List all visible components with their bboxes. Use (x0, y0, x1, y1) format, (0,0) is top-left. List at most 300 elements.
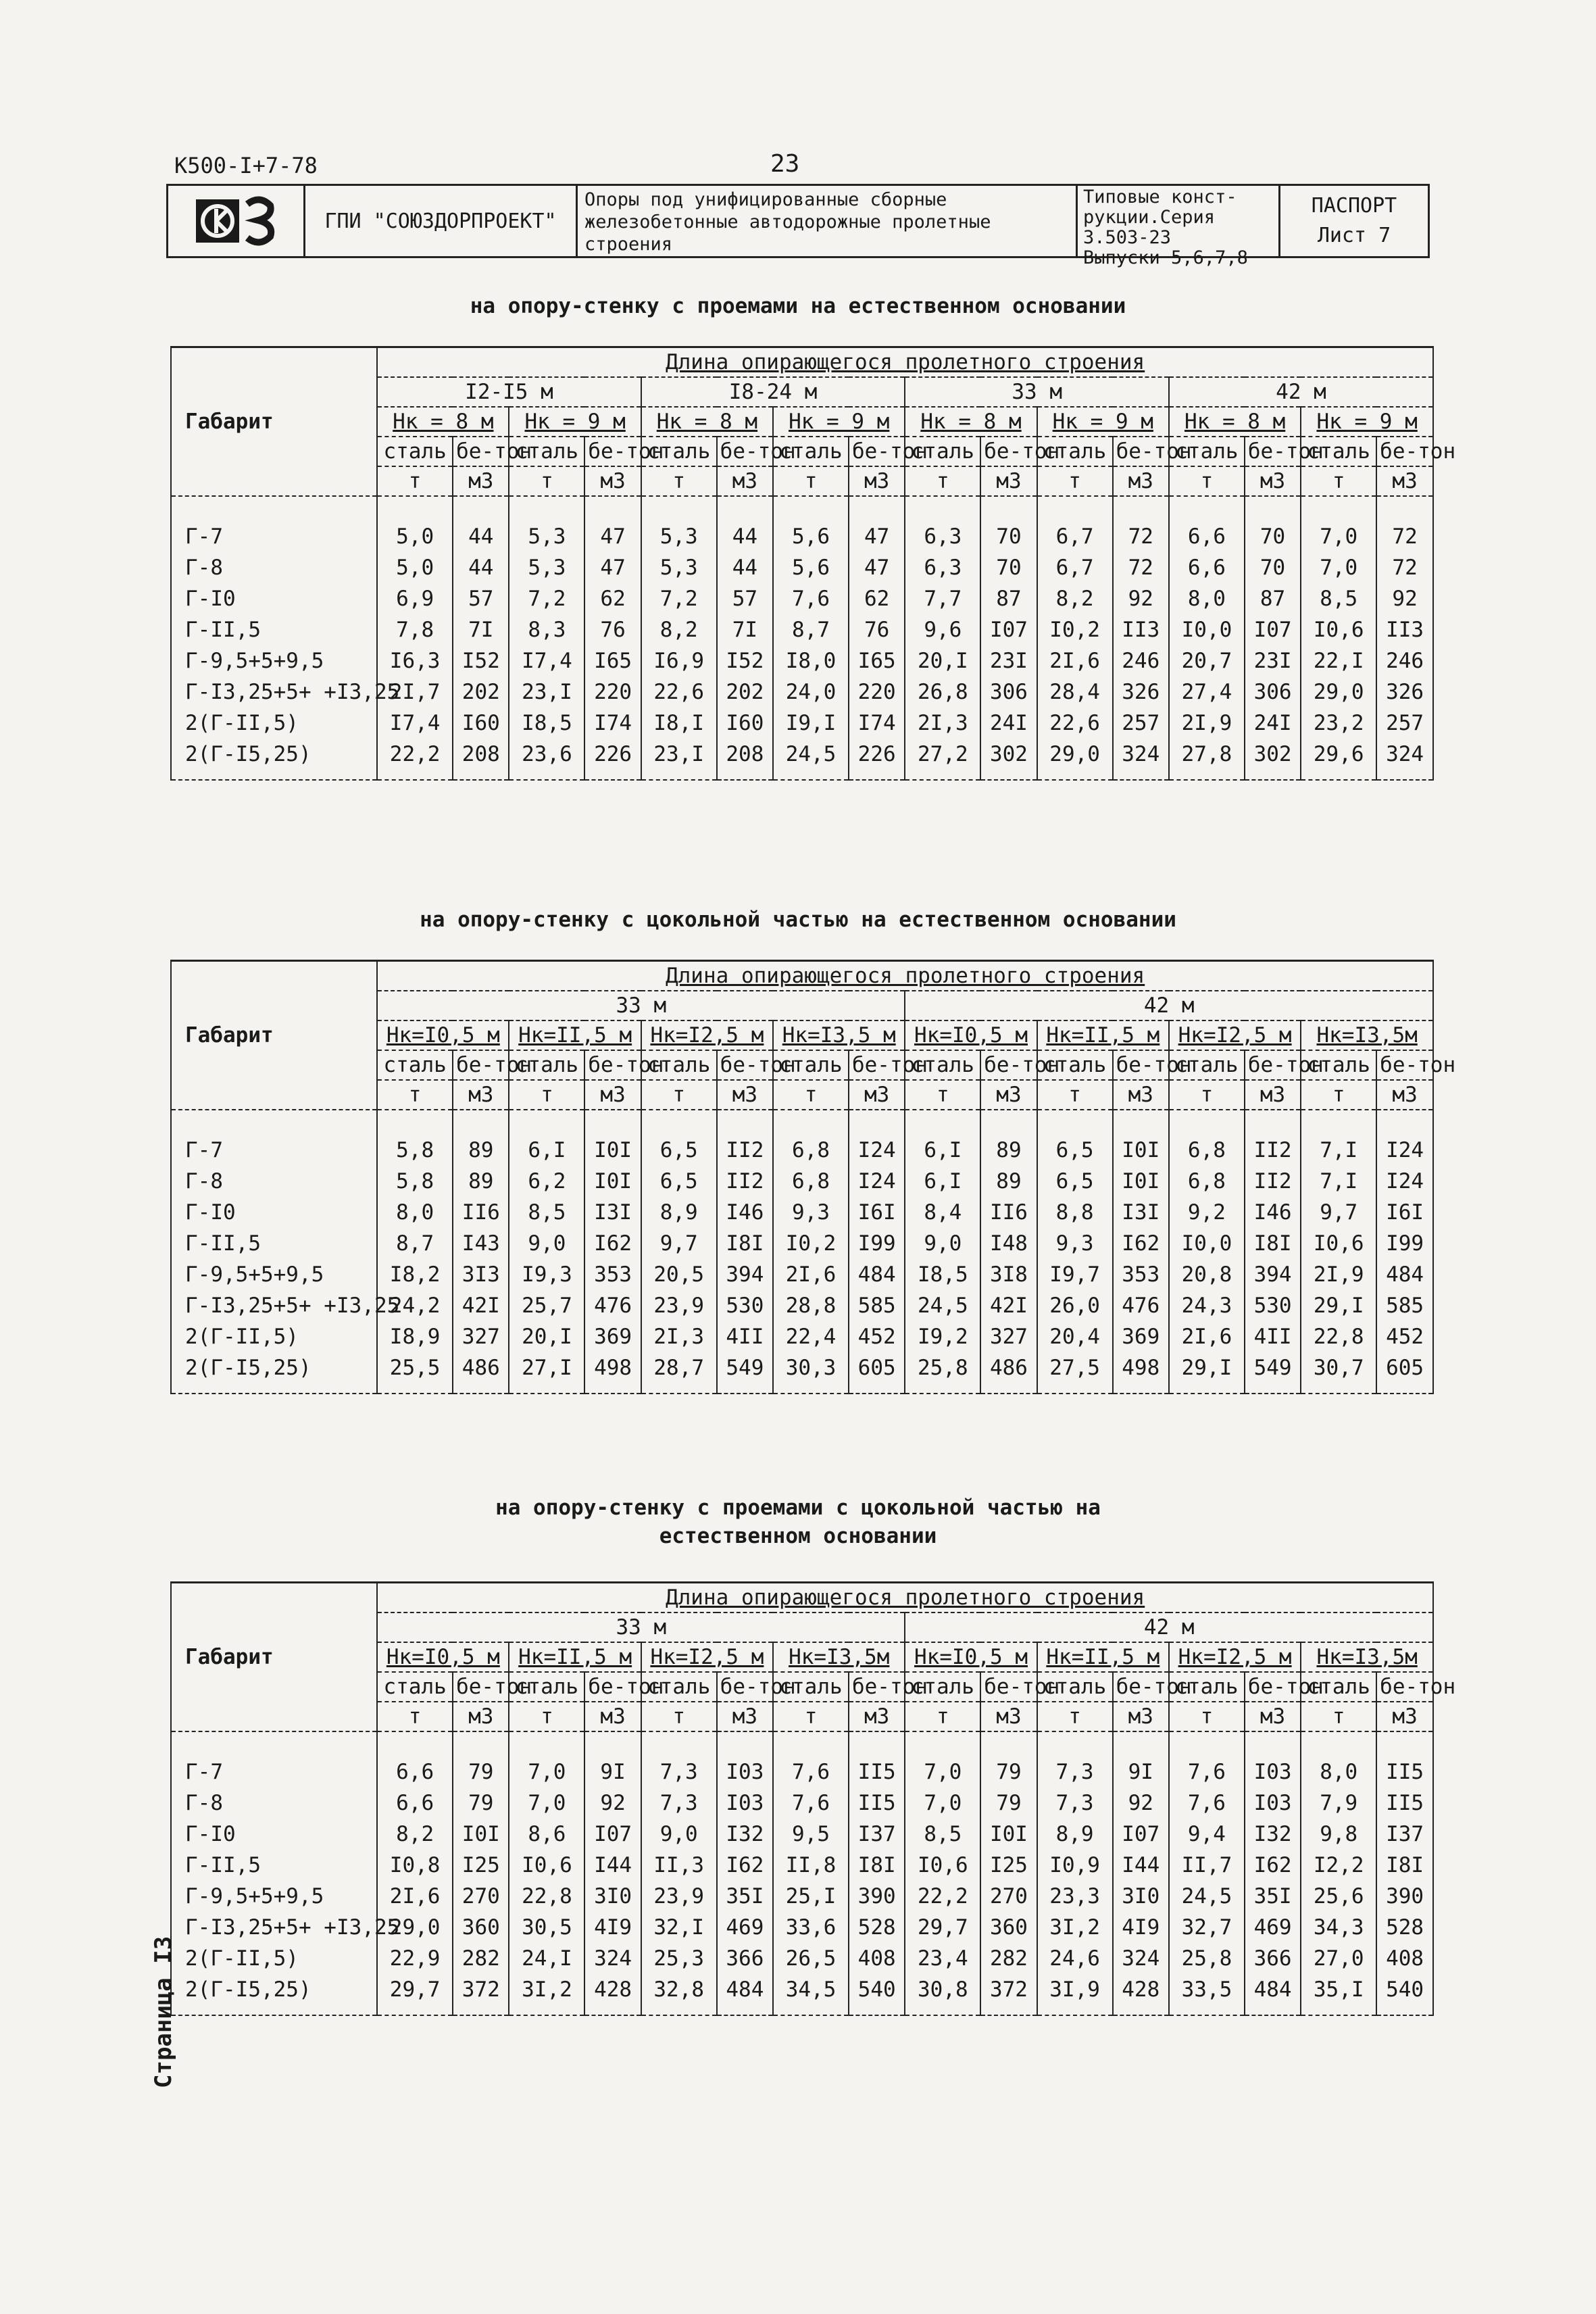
table1-title: на опору-стенку с проемами на естественном основании (470, 294, 1126, 318)
concrete-value: 23I (1245, 645, 1301, 676)
unit-m3-header: м3 (584, 1080, 641, 1110)
concrete-value: I24 (849, 1110, 905, 1166)
steel-header: сталь (773, 1672, 849, 1702)
concrete-value: I07 (1113, 1819, 1169, 1850)
concrete-value: I0I (584, 1110, 641, 1166)
concrete-value: 4I9 (1113, 1912, 1169, 1943)
steel-value: 6,9 (377, 583, 453, 614)
concrete-value: 326 (1113, 676, 1169, 708)
concrete-value: 42I (453, 1290, 509, 1321)
concrete-value: 327 (453, 1321, 509, 1352)
concrete-value: I60 (717, 708, 773, 739)
steel-header: сталь (1169, 1050, 1245, 1080)
concrete-value: 79 (453, 1731, 509, 1788)
concrete-value: I3I (1113, 1197, 1169, 1228)
concrete-value: I25 (980, 1850, 1037, 1881)
span-length-header: Длина опирающегося пролетного строения (377, 347, 1433, 378)
table3-title-line: на опору-стенку с проемами с цокольной частью на (495, 1496, 1101, 1520)
concrete-value: I62 (1113, 1228, 1169, 1259)
title-block (166, 184, 1430, 268)
concrete-header: бе-тон (1376, 1672, 1433, 1702)
steel-value: I9,I (773, 708, 849, 739)
steel-value: 6,8 (773, 1166, 849, 1197)
concrete-value: 87 (1245, 583, 1301, 614)
steel-value: 29,I (1169, 1352, 1245, 1394)
concrete-header: бе-тон (453, 1672, 509, 1702)
row-label: Г-II,5 (171, 1228, 377, 1259)
unit-m3-header: м3 (717, 1702, 773, 1731)
steel-value: 22,2 (905, 1881, 980, 1912)
concrete-value: II2 (717, 1166, 773, 1197)
concrete-value: 498 (584, 1352, 641, 1394)
unit-t-header: т (1169, 1080, 1245, 1110)
concrete-value: 3I0 (1113, 1881, 1169, 1912)
concrete-value: 605 (849, 1352, 905, 1394)
row-label: Г-8 (171, 1788, 377, 1819)
steel-header: сталь (641, 1050, 717, 1080)
unit-t-header: т (1301, 1080, 1376, 1110)
steel-value: 2I,6 (773, 1259, 849, 1290)
steel-value: 7,6 (773, 1788, 849, 1819)
gabarit-header: Габарит (171, 1583, 377, 1732)
steel-value: 8,6 (509, 1819, 584, 1850)
steel-value: 3I,2 (1037, 1912, 1113, 1943)
steel-header: сталь (377, 1672, 453, 1702)
steel-value: I0,2 (773, 1228, 849, 1259)
steel-value: I9,7 (1037, 1259, 1113, 1290)
steel-value: 6,5 (641, 1166, 717, 1197)
concrete-value: I6I (1376, 1197, 1433, 1228)
height-header: Нк=I0,5 м (905, 1642, 1037, 1672)
concrete-value: 428 (1113, 1974, 1169, 2015)
concrete-value: 282 (453, 1943, 509, 1974)
steel-value: 7,0 (1301, 552, 1376, 583)
concrete-value: 528 (849, 1912, 905, 1943)
steel-value: 25,7 (509, 1290, 584, 1321)
unit-t-header: т (641, 466, 717, 496)
steel-value: 23,6 (509, 739, 584, 780)
unit-t-header: т (1169, 1702, 1245, 1731)
concrete-value: 408 (1376, 1943, 1433, 1974)
concrete-value: I24 (1376, 1166, 1433, 1197)
unit-t-header: т (509, 1080, 584, 1110)
steel-value: 29,I (1301, 1290, 1376, 1321)
steel-value: 23,I (509, 676, 584, 708)
steel-value: 5,8 (377, 1110, 453, 1166)
steel-value: 3I,9 (1037, 1974, 1113, 2015)
steel-value: 5,3 (509, 496, 584, 552)
steel-value: 24,0 (773, 676, 849, 708)
concrete-value: II2 (1245, 1166, 1301, 1197)
steel-value: 34,3 (1301, 1912, 1376, 1943)
unit-t-header: т (509, 466, 584, 496)
steel-value: 8,3 (509, 614, 584, 645)
height-header: Нк=I2,5 м (641, 1642, 773, 1672)
steel-value: 28,8 (773, 1290, 849, 1321)
steel-value: I0,6 (509, 1850, 584, 1881)
concrete-value: I8I (717, 1228, 773, 1259)
steel-value: 34,5 (773, 1974, 849, 2015)
steel-value: 29,7 (377, 1974, 453, 2015)
unit-m3-header: м3 (1245, 466, 1301, 496)
steel-value: 32,7 (1169, 1912, 1245, 1943)
steel-header: сталь (905, 437, 980, 466)
concrete-value: II5 (849, 1788, 905, 1819)
concrete-value: I99 (1376, 1228, 1433, 1259)
unit-t-header: т (1037, 466, 1113, 496)
row-label: Г-II,5 (171, 1850, 377, 1881)
concrete-value: I32 (1245, 1819, 1301, 1850)
series-line: рукции.Серия (1083, 207, 1216, 228)
concrete-header: бе-тон (1113, 437, 1169, 466)
height-header: Нк=I3,5м (773, 1642, 905, 1672)
table-row (171, 708, 1433, 739)
concrete-value: 4II (1245, 1321, 1301, 1352)
unit-t-header: т (1037, 1702, 1113, 1731)
unit-m3-header: м3 (453, 1702, 509, 1731)
logo-numeral-3-icon (243, 197, 276, 245)
steel-value: 6,3 (905, 496, 980, 552)
steel-value: I8,I (641, 708, 717, 739)
concrete-value: 428 (584, 1974, 641, 2015)
unit-t-header: т (641, 1702, 717, 1731)
concrete-value: I0I (453, 1819, 509, 1850)
concrete-value: 282 (980, 1943, 1037, 1974)
steel-value: 6,8 (773, 1110, 849, 1166)
unit-m3-header: м3 (849, 1080, 905, 1110)
concrete-value: 549 (1245, 1352, 1301, 1394)
concrete-value: 92 (584, 1788, 641, 1819)
steel-value: 23,3 (1037, 1881, 1113, 1912)
concrete-value: 302 (980, 739, 1037, 780)
steel-header: сталь (1037, 1672, 1113, 1702)
concrete-value: 92 (1113, 583, 1169, 614)
unit-m3-header: м3 (584, 466, 641, 496)
steel-header: сталь (773, 1050, 849, 1080)
unit-m3-header: м3 (453, 466, 509, 496)
table-row (171, 583, 1433, 614)
steel-value: 6,7 (1037, 496, 1113, 552)
concrete-value: 89 (980, 1110, 1037, 1166)
concrete-value: 369 (1113, 1321, 1169, 1352)
table-row (171, 1352, 1433, 1394)
series-info (1078, 186, 1280, 268)
concrete-header: бе-тон (1113, 1672, 1169, 1702)
height-header: Нк=I2,5 м (1169, 1642, 1301, 1672)
concrete-header: бе-тон (584, 1050, 641, 1080)
table-row (171, 552, 1433, 583)
concrete-value: 79 (453, 1788, 509, 1819)
concrete-value: 87 (980, 583, 1037, 614)
table-row (171, 1321, 1433, 1352)
height-header: Нк = 9 м (773, 407, 905, 437)
height-header: Нк = 8 м (905, 407, 1037, 437)
height-header: Нк=II,5 м (509, 1020, 641, 1050)
steel-header: сталь (641, 1672, 717, 1702)
row-label: Г-I3,25+5+ +I3,25 (171, 676, 377, 708)
steel-value: 7,2 (641, 583, 717, 614)
steel-value: I0,6 (1301, 1228, 1376, 1259)
steel-value: 9,8 (1301, 1819, 1376, 1850)
concrete-value: 353 (1113, 1259, 1169, 1290)
height-header: Нк=I2,5 м (641, 1020, 773, 1050)
steel-header: сталь (905, 1672, 980, 1702)
concrete-value: 394 (717, 1259, 773, 1290)
concrete-value: 302 (1245, 739, 1301, 780)
steel-value: I0,9 (1037, 1850, 1113, 1881)
steel-value: 7,3 (641, 1788, 717, 1819)
concrete-value: 92 (1376, 583, 1433, 614)
concrete-value: 4II (717, 1321, 773, 1352)
row-label: Г-9,5+5+9,5 (171, 645, 377, 676)
row-label: Г-II,5 (171, 614, 377, 645)
steel-value: 6,6 (1169, 552, 1245, 583)
concrete-value: 469 (1245, 1912, 1301, 1943)
concrete-value: 72 (1376, 496, 1433, 552)
concrete-value: 585 (1376, 1290, 1433, 1321)
table2 (170, 960, 1456, 1394)
organization-name: ГПИ "СОЮЗДОРПРОЕКТ" (305, 186, 578, 256)
height-header: Нк = 8 м (641, 407, 773, 437)
unit-t-header: т (1169, 466, 1245, 496)
steel-value: 2I,6 (1169, 1321, 1245, 1352)
concrete-value: 70 (1245, 496, 1301, 552)
steel-value: 25,8 (1169, 1943, 1245, 1974)
span-length-header: Длина опирающегося пролетного строения (377, 961, 1433, 991)
concrete-value: 44 (453, 552, 509, 583)
table-row (171, 645, 1433, 676)
row-label: Г-8 (171, 1166, 377, 1197)
height-header: Нк = 8 м (377, 407, 509, 437)
table3 (170, 1581, 1456, 2016)
steel-value: 7,9 (1301, 1788, 1376, 1819)
concrete-value: I03 (1245, 1788, 1301, 1819)
steel-value: 5,6 (773, 552, 849, 583)
table-row (171, 1110, 1433, 1166)
steel-value: I7,4 (377, 708, 453, 739)
steel-value: I0,6 (905, 1850, 980, 1881)
unit-m3-header: м3 (1113, 1702, 1169, 1731)
concrete-header: бе-тон (717, 1672, 773, 1702)
concrete-value: 324 (1113, 739, 1169, 780)
steel-value: 6,I (905, 1110, 980, 1166)
concrete-value: 9I (1113, 1731, 1169, 1788)
concrete-value: 7I (453, 614, 509, 645)
concrete-value: 35I (1245, 1881, 1301, 1912)
concrete-value: 324 (1113, 1943, 1169, 1974)
table-row (171, 1850, 1433, 1881)
table-row (171, 1912, 1433, 1943)
unit-m3-header: м3 (980, 1080, 1037, 1110)
concrete-value: 57 (717, 583, 773, 614)
steel-value: 8,8 (1037, 1197, 1113, 1228)
concrete-value: 246 (1113, 645, 1169, 676)
concrete-value: 24I (980, 708, 1037, 739)
steel-value: I0,2 (1037, 614, 1113, 645)
unit-m3-header: м3 (1376, 1702, 1433, 1731)
concrete-value: II3 (1113, 614, 1169, 645)
concrete-value: 306 (1245, 676, 1301, 708)
steel-value: 6,8 (1169, 1166, 1245, 1197)
table-row (171, 1290, 1433, 1321)
steel-value: 27,8 (1169, 739, 1245, 780)
concrete-value: I07 (980, 614, 1037, 645)
row-label: 2(Г-II,5) (171, 708, 377, 739)
concrete-value: I43 (453, 1228, 509, 1259)
steel-value: 9,6 (905, 614, 980, 645)
concrete-value: 360 (453, 1912, 509, 1943)
concrete-value: 486 (453, 1352, 509, 1394)
row-label: Г-I0 (171, 583, 377, 614)
concrete-value: 390 (849, 1881, 905, 1912)
table-row (171, 1974, 1433, 2015)
concrete-value: I46 (1245, 1197, 1301, 1228)
unit-m3-header: м3 (584, 1702, 641, 1731)
steel-value: 9,3 (773, 1197, 849, 1228)
steel-value: II,8 (773, 1850, 849, 1881)
unit-m3-header: м3 (1245, 1080, 1301, 1110)
concrete-header: бе-тон (1245, 1672, 1301, 1702)
steel-value: 33,6 (773, 1912, 849, 1943)
steel-value: 25,8 (905, 1352, 980, 1394)
steel-value: 7,7 (905, 583, 980, 614)
concrete-value: 76 (584, 614, 641, 645)
steel-value: 22,8 (509, 1881, 584, 1912)
concrete-value: I32 (717, 1819, 773, 1850)
steel-header: сталь (1169, 437, 1245, 466)
unit-m3-header: м3 (1245, 1702, 1301, 1731)
concrete-value: 79 (980, 1788, 1037, 1819)
concrete-value: II5 (1376, 1788, 1433, 1819)
steel-value: 20,8 (1169, 1259, 1245, 1290)
concrete-value: 484 (1245, 1974, 1301, 2015)
concrete-value: I52 (453, 645, 509, 676)
row-label: 2(Г-II,5) (171, 1321, 377, 1352)
unit-t-header: т (377, 1080, 453, 1110)
steel-value: I2,2 (1301, 1850, 1376, 1881)
steel-value: I8,2 (377, 1259, 453, 1290)
steel-header: сталь (509, 1672, 584, 1702)
steel-value: 22,4 (773, 1321, 849, 1352)
steel-value: 5,3 (509, 552, 584, 583)
steel-header: сталь (377, 437, 453, 466)
steel-value: 27,0 (1301, 1943, 1376, 1974)
unit-t-header: т (905, 1080, 980, 1110)
height-header: Нк=I0,5 м (905, 1020, 1037, 1050)
concrete-value: II2 (1245, 1110, 1301, 1166)
concrete-value: 605 (1376, 1352, 1433, 1394)
steel-value: 6,I (905, 1166, 980, 1197)
steel-value: 23,I (641, 739, 717, 780)
steel-value: 8,9 (1037, 1819, 1113, 1850)
steel-value: 9,5 (773, 1819, 849, 1850)
concrete-value: 540 (1376, 1974, 1433, 2015)
unit-m3-header: м3 (980, 1702, 1037, 1731)
concrete-value: 324 (584, 1943, 641, 1974)
sheet-label: Лист 7 (1317, 224, 1391, 247)
concrete-value: I52 (717, 645, 773, 676)
steel-value: 7,6 (1169, 1788, 1245, 1819)
steel-value: 28,4 (1037, 676, 1113, 708)
steel-value: 9,0 (641, 1819, 717, 1850)
table-row (171, 739, 1433, 780)
span-header: 42 м (1169, 377, 1433, 407)
concrete-value: 452 (1376, 1321, 1433, 1352)
concrete-header: бе-тон (717, 437, 773, 466)
steel-value: 6,6 (377, 1788, 453, 1819)
concrete-value: 202 (717, 676, 773, 708)
row-label: Г-I0 (171, 1197, 377, 1228)
span-header: 42 м (905, 991, 1433, 1020)
steel-value: 20,4 (1037, 1321, 1113, 1352)
table-row (171, 1197, 1433, 1228)
steel-value: 7,I (1301, 1110, 1376, 1166)
steel-header: сталь (905, 1050, 980, 1080)
steel-value: 23,9 (641, 1881, 717, 1912)
concrete-header: бе-тон (717, 1050, 773, 1080)
concrete-value: 360 (980, 1912, 1037, 1943)
concrete-value: II5 (849, 1731, 905, 1788)
concrete-value: 44 (453, 496, 509, 552)
steel-value: 8,0 (1301, 1731, 1376, 1788)
unit-m3-header: м3 (1376, 1080, 1433, 1110)
concrete-value: I0I (1113, 1110, 1169, 1166)
steel-header: сталь (1301, 1050, 1376, 1080)
steel-value: 22,2 (377, 739, 453, 780)
height-header: Нк = 9 м (509, 407, 641, 437)
concrete-value: 47 (584, 496, 641, 552)
steel-value: 7,0 (509, 1731, 584, 1788)
steel-value: 23,2 (1301, 708, 1376, 739)
concrete-value: 246 (1376, 645, 1433, 676)
concrete-value: I24 (849, 1166, 905, 1197)
concrete-value: 530 (1245, 1290, 1301, 1321)
passport-label: ПАСПОРТ (1311, 194, 1397, 218)
concrete-value: 270 (980, 1881, 1037, 1912)
steel-value: 29,6 (1301, 739, 1376, 780)
unit-t-header: т (377, 1702, 453, 1731)
concrete-value: I0I (1113, 1166, 1169, 1197)
concrete-value: 70 (980, 552, 1037, 583)
steel-value: 22,I (1301, 645, 1376, 676)
span-header: 33 м (377, 991, 905, 1020)
concrete-value: 408 (849, 1943, 905, 1974)
concrete-value: 530 (717, 1290, 773, 1321)
steel-value: 24,2 (377, 1290, 453, 1321)
steel-value: 9,2 (1169, 1197, 1245, 1228)
steel-value: 2I,3 (641, 1321, 717, 1352)
span-length-header: Длина опирающегося пролетного строения (377, 1583, 1433, 1613)
steel-value: 30,5 (509, 1912, 584, 1943)
concrete-value: 44 (717, 496, 773, 552)
steel-value: 5,0 (377, 496, 453, 552)
concrete-value: I44 (1113, 1850, 1169, 1881)
steel-value: 2I,6 (377, 1881, 453, 1912)
document-title: Опоры под унифицированные сборные железобетонные автодорожные пролетные строения (578, 186, 1078, 256)
steel-value: 7,2 (509, 583, 584, 614)
concrete-value: I37 (849, 1819, 905, 1850)
steel-value: 6,6 (1169, 496, 1245, 552)
series-line: 3.503-23 (1083, 227, 1172, 248)
steel-value: 8,2 (1037, 583, 1113, 614)
concrete-value: 372 (453, 1974, 509, 2015)
steel-value: 2I,6 (1037, 645, 1113, 676)
steel-value: 24,5 (1169, 1881, 1245, 1912)
steel-value: I0,8 (377, 1850, 453, 1881)
row-label: Г-9,5+5+9,5 (171, 1259, 377, 1290)
unit-t-header: т (1037, 1080, 1113, 1110)
concrete-value: II5 (1376, 1731, 1433, 1788)
